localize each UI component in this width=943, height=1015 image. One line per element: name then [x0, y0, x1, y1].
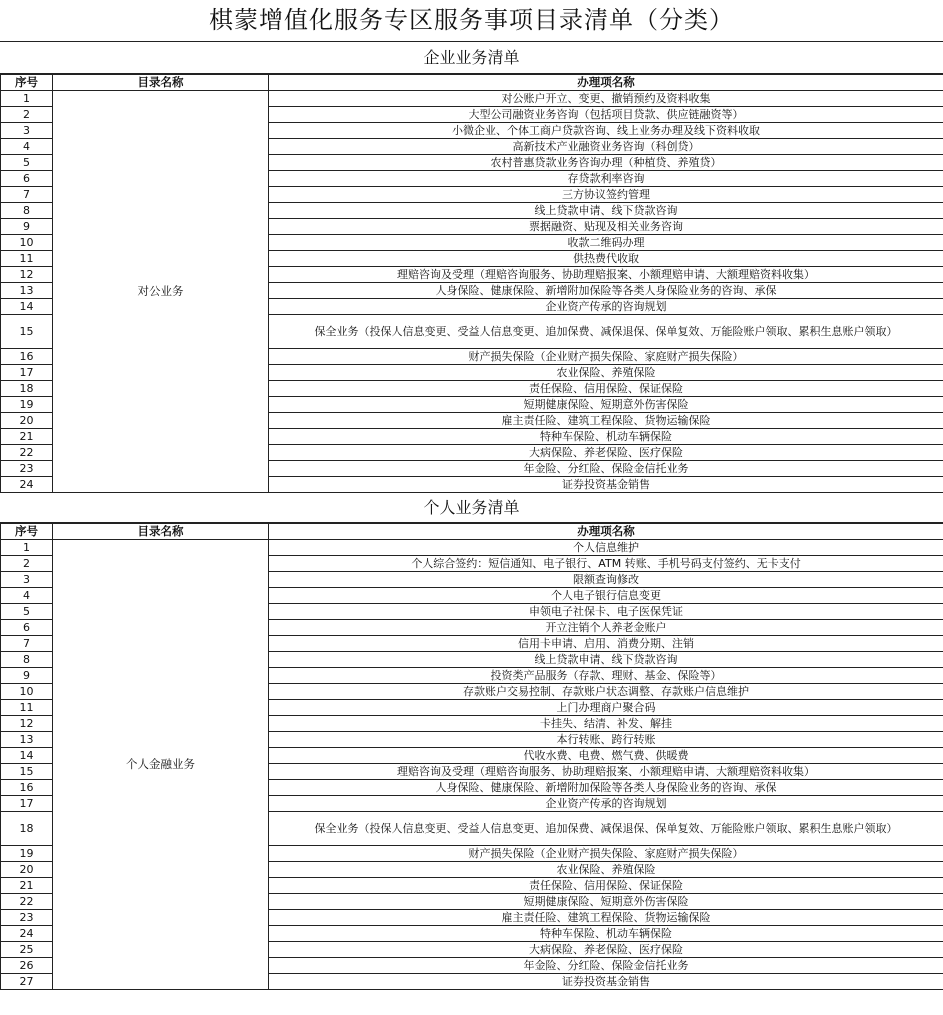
personal-table	[0, 523, 943, 990]
service-item: 企业资产传承的咨询规划	[269, 796, 943, 812]
header-catalog: 目录名称	[53, 75, 269, 91]
service-item: 保全业务（投保人信息变更、受益人信息变更、追加保费、减保退保、保单复效、万能险账户领取、累积生息账户领取）	[269, 812, 943, 846]
service-item: 年金险、分红险、保险金信托业务	[269, 958, 943, 974]
row-number: 22	[1, 894, 53, 910]
service-item: 财产损失保险（企业财产损失保险、家庭财产损失保险）	[269, 349, 943, 365]
service-item: 证券投资基金销售	[269, 477, 943, 493]
service-item: 企业资产传承的咨询规划	[269, 299, 943, 315]
row-number: 21	[1, 429, 53, 445]
service-item: 三方协议签约管理	[269, 187, 943, 203]
row-number: 13	[1, 283, 53, 299]
row-number: 3	[1, 123, 53, 139]
service-item: 雇主责任险、建筑工程保险、货物运输保险	[269, 413, 943, 429]
row-number: 13	[1, 732, 53, 748]
row-number: 9	[1, 219, 53, 235]
service-item: 个人电子银行信息变更	[269, 588, 943, 604]
row-number: 11	[1, 700, 53, 716]
row-number: 19	[1, 397, 53, 413]
row-number: 22	[1, 445, 53, 461]
row-number: 26	[1, 958, 53, 974]
row-number: 23	[1, 461, 53, 477]
row-number: 15	[1, 315, 53, 349]
service-item: 大型公司融资业务咨询（包括项目贷款、供应链融资等）	[269, 107, 943, 123]
header-no: 序号	[1, 524, 53, 540]
service-item: 雇主责任险、建筑工程保险、货物运输保险	[269, 910, 943, 926]
row-number: 14	[1, 299, 53, 315]
service-item: 人身保险、健康保险、新增附加保险等各类人身保险业务的咨询、承保	[269, 780, 943, 796]
corporate-section-title: 企业业务清单	[0, 42, 943, 74]
service-item: 农业保险、养殖保险	[269, 365, 943, 381]
catalog-name: 对公业务	[53, 91, 269, 493]
row-number: 24	[1, 926, 53, 942]
row-number: 25	[1, 942, 53, 958]
row-number: 5	[1, 155, 53, 171]
service-item: 供热费代收取	[269, 251, 943, 267]
service-item: 个人信息维护	[269, 540, 943, 556]
row-number: 10	[1, 684, 53, 700]
row-number: 6	[1, 620, 53, 636]
service-item: 人身保险、健康保险、新增附加保险等各类人身保险业务的咨询、承保	[269, 283, 943, 299]
row-number: 1	[1, 540, 53, 556]
row-number: 9	[1, 668, 53, 684]
service-item: 短期健康保险、短期意外伤害保险	[269, 894, 943, 910]
row-number: 2	[1, 107, 53, 123]
row-number: 3	[1, 572, 53, 588]
service-item: 短期健康保险、短期意外伤害保险	[269, 397, 943, 413]
service-item: 责任保险、信用保险、保证保险	[269, 381, 943, 397]
service-item: 投资类产品服务（存款、理财、基金、保险等）	[269, 668, 943, 684]
service-item: 代收水费、电费、燃气费、供暖费	[269, 748, 943, 764]
header-item: 办理项名称	[269, 524, 943, 540]
row-number: 7	[1, 187, 53, 203]
service-item: 申领电子社保卡、电子医保凭证	[269, 604, 943, 620]
corporate-header-row	[1, 75, 943, 91]
service-item: 信用卡申请、启用、消费分期、注销	[269, 636, 943, 652]
service-item: 对公账户开立、变更、撤销预约及资料收集	[269, 91, 943, 107]
row-number: 7	[1, 636, 53, 652]
service-item: 本行转账、跨行转账	[269, 732, 943, 748]
row-number: 8	[1, 203, 53, 219]
row-number: 21	[1, 878, 53, 894]
service-item: 卡挂失、结清、补发、解挂	[269, 716, 943, 732]
service-item: 线上贷款申请、线下贷款咨询	[269, 652, 943, 668]
service-item: 理赔咨询及受理（理赔咨询服务、协助理赔报案、小额理赔申请、大额理赔资料收集）	[269, 267, 943, 283]
service-item: 开立注销个人养老金账户	[269, 620, 943, 636]
row-number: 19	[1, 846, 53, 862]
row-number: 6	[1, 171, 53, 187]
row-number: 14	[1, 748, 53, 764]
service-item: 限额查询修改	[269, 572, 943, 588]
page-title: 棋蒙增值化服务专区服务事项目录清单（分类）	[0, 0, 943, 42]
service-item: 特种车保险、机动车辆保险	[269, 926, 943, 942]
service-item: 个人综合签约：短信通知、电子银行、ATM 转账、手机号码支付签约、无卡支付	[269, 556, 943, 572]
service-item: 农业保险、养殖保险	[269, 862, 943, 878]
table-row	[1, 91, 943, 107]
row-number: 23	[1, 910, 53, 926]
row-number: 18	[1, 812, 53, 846]
catalog-name: 个人金融业务	[53, 540, 269, 990]
service-item: 收款二维码办理	[269, 235, 943, 251]
row-number: 24	[1, 477, 53, 493]
row-number: 12	[1, 267, 53, 283]
row-number: 10	[1, 235, 53, 251]
row-number: 4	[1, 588, 53, 604]
service-item: 大病保险、养老保险、医疗保险	[269, 445, 943, 461]
header-catalog: 目录名称	[53, 524, 269, 540]
service-item: 农村普惠贷款业务咨询办理（种植贷、养殖贷）	[269, 155, 943, 171]
service-item: 责任保险、信用保险、保证保险	[269, 878, 943, 894]
row-number: 5	[1, 604, 53, 620]
service-item: 年金险、分红险、保险金信托业务	[269, 461, 943, 477]
service-item: 高新技术产业融资业务咨询（科创贷）	[269, 139, 943, 155]
row-number: 8	[1, 652, 53, 668]
row-number: 2	[1, 556, 53, 572]
corporate-table-body	[1, 91, 943, 493]
row-number: 11	[1, 251, 53, 267]
row-number: 18	[1, 381, 53, 397]
service-item: 存款账户交易控制、存款账户状态调整、存款账户信息维护	[269, 684, 943, 700]
table-row	[1, 540, 943, 556]
row-number: 20	[1, 862, 53, 878]
row-number: 4	[1, 139, 53, 155]
service-item: 理赔咨询及受理（理赔咨询服务、协助理赔报案、小额理赔申请、大额理赔资料收集）	[269, 764, 943, 780]
service-item: 特种车保险、机动车辆保险	[269, 429, 943, 445]
row-number: 1	[1, 91, 53, 107]
row-number: 17	[1, 796, 53, 812]
row-number: 17	[1, 365, 53, 381]
row-number: 16	[1, 780, 53, 796]
personal-section-title: 个人业务清单	[0, 493, 943, 523]
corporate-table	[0, 74, 943, 493]
header-no: 序号	[1, 75, 53, 91]
service-item: 小微企业、个体工商户贷款咨询、线上业务办理及线下资料收取	[269, 123, 943, 139]
personal-header-row	[1, 524, 943, 540]
row-number: 15	[1, 764, 53, 780]
service-item: 财产损失保险（企业财产损失保险、家庭财产损失保险）	[269, 846, 943, 862]
header-item: 办理项名称	[269, 75, 943, 91]
row-number: 16	[1, 349, 53, 365]
service-item: 大病保险、养老保险、医疗保险	[269, 942, 943, 958]
service-item: 线上贷款申请、线下贷款咨询	[269, 203, 943, 219]
service-item: 存贷款利率咨询	[269, 171, 943, 187]
row-number: 20	[1, 413, 53, 429]
service-item: 证券投资基金销售	[269, 974, 943, 990]
row-number: 27	[1, 974, 53, 990]
service-item: 上门办理商户聚合码	[269, 700, 943, 716]
service-item: 保全业务（投保人信息变更、受益人信息变更、追加保费、减保退保、保单复效、万能险账户领取、累积生息账户领取）	[269, 315, 943, 349]
service-item: 票据融资、贴现及相关业务咨询	[269, 219, 943, 235]
row-number: 12	[1, 716, 53, 732]
personal-table-body	[1, 540, 943, 990]
